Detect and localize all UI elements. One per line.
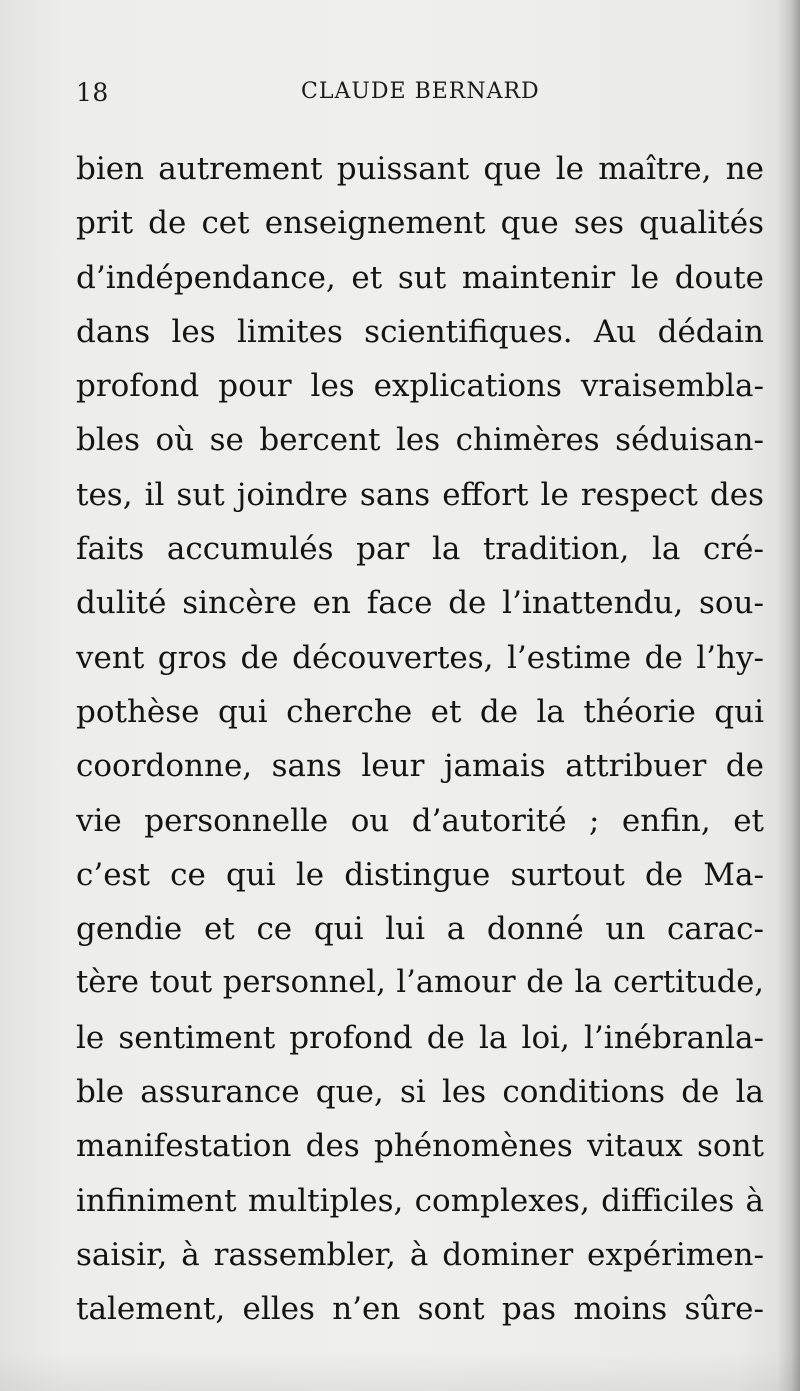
text-line: manifestation des phénomènes vitaux sont [76,1128,764,1165]
body-text [76,142,764,1337]
text-line: dulité sincère en face de l’inattendu, sou- [76,585,764,622]
text-line: talement, elles n’en sont pas moins sûre- [76,1291,764,1328]
text-line: d’indépendance, et sut maintenir le doute [76,259,764,296]
text-line: vent gros de découvertes, l’estime de l’hy- [76,639,764,676]
text-line: vie personnelle ou d’autorité ; enfin, et [76,802,764,839]
text-line: coordonne, sans leur jamais attribuer de [76,748,764,785]
page-header [76,78,762,118]
text-line: gendie et ce qui lui a donné un carac- [76,911,764,948]
text-line: prit de cet enseignement que ses qualités [76,205,764,242]
text-line: profond pour les explications vraisembla- [76,368,764,405]
text-line: faits accumulés par la tradition, la cré- [76,531,764,568]
text-line: bien autrement puissant que le maître, ne [76,151,764,187]
text-line: dans les limites scientifiques. Au dédain [76,313,764,350]
text-line: saisir, à rassembler, à dominer expérimen- [76,1236,764,1273]
text-line: infiniment multiples, complexes, difficiles à [76,1182,764,1219]
text-line: pothèse qui cherche et de la théorie qui [76,693,764,730]
text-line: le sentiment profond de la loi, l’inébranla- [76,1019,764,1056]
page-edge-shadow [778,0,800,1391]
text-line: ble assurance que, si les conditions de la [76,1074,764,1111]
page-number: 18 [76,78,109,107]
page-bottom-shadow [0,1351,800,1391]
text-line: c’est ce qui le distingue surtout de Ma- [76,856,764,893]
text-line: tes, il sut joindre sans effort le respect des [76,476,764,513]
text-line: tère tout personnel, l’amour de la certitude, [76,965,764,1001]
text-line: bles où se bercent les chimères séduisan- [76,422,764,459]
running-title: CLAUDE BERNARD [301,79,540,104]
